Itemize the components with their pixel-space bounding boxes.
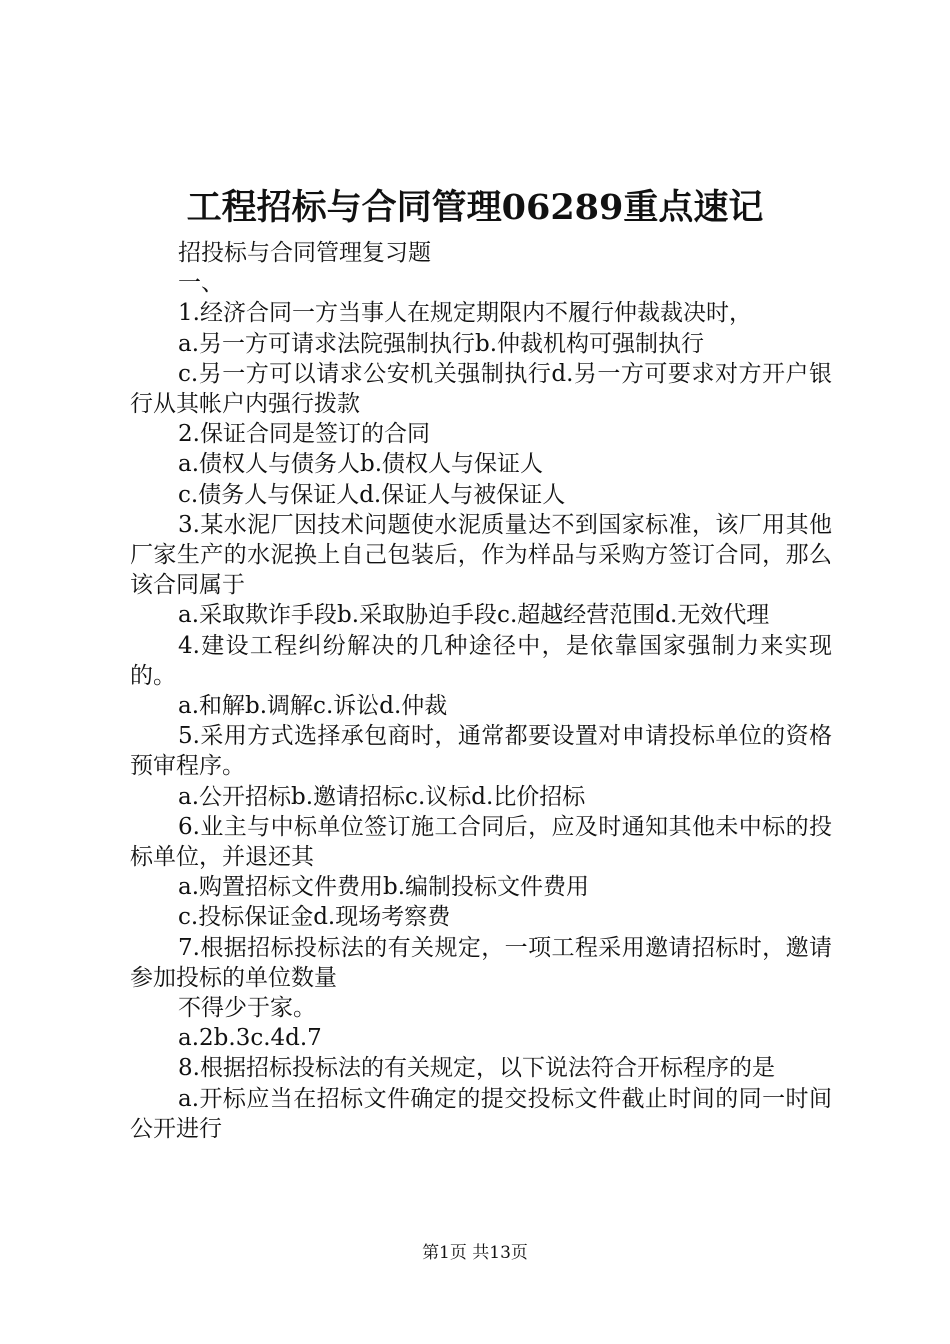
paragraph: a.公开招标b.邀请招标c.议标d.比价招标	[178, 783, 586, 810]
paragraph: 4.建设工程纠纷解决的几种途径中，是依靠国家强制力来实现的。	[130, 632, 832, 689]
paragraph: 5.采用方式选择承包商时，通常都要设置对申请投标单位的资格预审程序。	[130, 723, 832, 780]
paragraph: 一、	[178, 270, 224, 297]
document-title: 工程招标与合同管理06289重点速记	[186, 187, 764, 228]
paragraph: a.采取欺诈手段b.采取胁迫手段c.超越经营范围d.无效代理	[178, 602, 770, 629]
paragraph: 3.某水泥厂因技术问题使水泥质量达不到国家标准，该厂用其他厂家生产的水泥换上自己包装后，作为样品与采购方签订合同，那么该合同属于	[130, 511, 832, 599]
paragraph: c.债务人与保证人d.保证人与被保证人	[178, 481, 566, 508]
paragraph: 不得少于家。	[178, 995, 316, 1022]
page-number: 第1页 共13页	[422, 1243, 528, 1263]
paragraph: a.购置招标文件费用b.编制投标文件费用	[178, 874, 590, 901]
paragraph: 招投标与合同管理复习题	[178, 240, 431, 266]
paragraph: a.和解b.调解c.诉讼d.仲裁	[178, 693, 448, 720]
paragraph: 2.保证合同是签订的合同	[178, 421, 430, 448]
paragraph: 1.经济合同一方当事人在规定期限内不履行仲裁裁决时，	[178, 300, 752, 327]
paragraph: 8.根据招标投标法的有关规定，以下说法符合开标程序的是	[178, 1055, 775, 1082]
paragraph: 7.根据招标投标法的有关规定，一项工程采用邀请招标时，邀请参加投标的单位数量	[130, 934, 832, 991]
paragraph: c.另一方可以请求公安机关强制执行d.另一方可要求对方开户银行从其帐户内强行拨款	[130, 360, 832, 418]
paragraph: a.2b.3c.4d.7	[178, 1025, 322, 1052]
document-body	[130, 238, 832, 1144]
paragraph: a.另一方可请求法院强制执行b.仲裁机构可强制执行	[178, 330, 705, 357]
paragraph: a.债权人与债务人b.债权人与保证人	[178, 451, 544, 478]
paragraph: c.投标保证金d.现场考察费	[178, 904, 451, 931]
paragraph: a.开标应当在招标文件确定的提交投标文件截止时间的同一时间公开进行	[130, 1085, 832, 1142]
paragraph: 6.业主与中标单位签订施工合同后，应及时通知其他未中标的投标单位，并退还其	[130, 813, 832, 871]
